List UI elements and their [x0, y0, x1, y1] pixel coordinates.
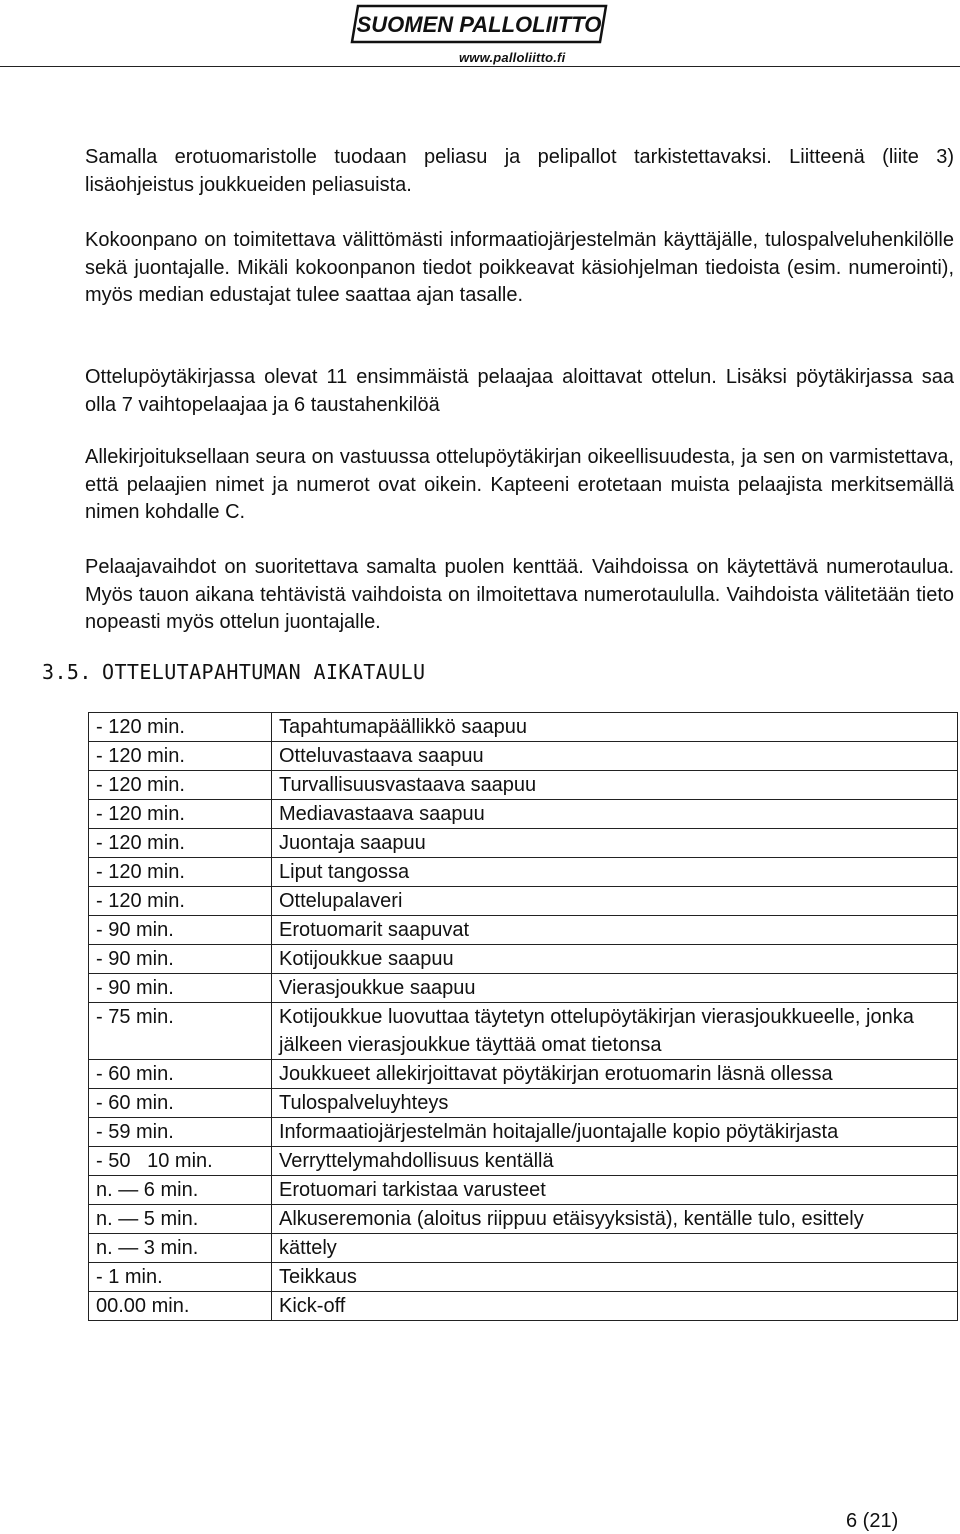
paragraph-peliasu: Samalla erotuomaristolle tuodaan peliasu ja pelipallot tarkistettavaksi. Liitteenä (liite 3) lisäohjeistus joukkueiden peliasuista. — [85, 146, 954, 196]
table-row — [89, 1089, 958, 1118]
schedule-event: Erotuomarit saapuvat — [272, 916, 958, 945]
table-row — [89, 1205, 958, 1234]
schedule-event: Erotuomari tarkistaa varusteet — [272, 1176, 958, 1205]
table-row — [89, 771, 958, 800]
schedule-event: Verryttelymahdollisuus kentällä — [272, 1147, 958, 1176]
table-row — [89, 1234, 958, 1263]
table-row — [89, 945, 958, 974]
schedule-time: - 75 min. — [89, 1003, 272, 1060]
schedule-time: - 60 min. — [89, 1060, 272, 1089]
schedule-event: Kick-off — [272, 1292, 958, 1321]
schedule-event: Mediavastaava saapuu — [272, 800, 958, 829]
table-row — [89, 1147, 958, 1176]
schedule-event: Turvallisuusvastaava saapuu — [272, 771, 958, 800]
table-row — [89, 829, 958, 858]
table-row — [89, 916, 958, 945]
site-url[interactable]: www.palloliitto.fi — [459, 50, 566, 65]
schedule-time: - 90 min. — [89, 945, 272, 974]
paragraph-allekirjoitus: Allekirjoituksellaan seura on vastuussa ottelupöytäkirjan oikeellisuudesta, ja sen on varmistettava, että pelaajien nimet ja numerot ovat oikein. Kapteeni erotetaan muista pelaajista merkitsemällä nimen kohdalle C. — [85, 446, 954, 523]
schedule-event: Otteluvastaava saapuu — [272, 742, 958, 771]
schedule-event: Liput tangossa — [272, 858, 958, 887]
schedule-event: Juontaja saapuu — [272, 829, 958, 858]
schedule-time: n. — 6 min. — [89, 1176, 272, 1205]
schedule-event: Teikkaus — [272, 1263, 958, 1292]
schedule-time: - 90 min. — [89, 974, 272, 1003]
logo-text: SUOMEN PALLOLIITTO — [356, 12, 602, 37]
schedule-event: Ottelupalaveri — [272, 887, 958, 916]
table-row — [89, 800, 958, 829]
table-row — [89, 1176, 958, 1205]
table-row — [89, 1118, 958, 1147]
schedule-time: - 59 min. — [89, 1118, 272, 1147]
schedule-event: Tulospalveluyhteys — [272, 1089, 958, 1118]
paragraph-aloittavat: Ottelupöytäkirjassa olevat 11 ensimmäistä pelaajaa aloittavat ottelun. Lisäksi pöytäkirjassa saa olla 7 vaihtopelaajaa ja 6 taustahenkilöä — [85, 366, 954, 416]
schedule-event: kättely — [272, 1234, 958, 1263]
schedule-time: - 120 min. — [89, 771, 272, 800]
page-header — [0, 0, 960, 67]
schedule-time: - 50 10 min. — [89, 1147, 272, 1176]
palloliitto-logo — [350, 4, 608, 44]
table-row — [89, 1060, 958, 1089]
schedule-event: Alkuseremonia (aloitus riippuu etäisyyksistä), kentälle tulo, esittely — [272, 1205, 958, 1234]
table-row — [89, 974, 958, 1003]
schedule-event: Kotijoukkue saapuu — [272, 945, 958, 974]
table-row — [89, 1263, 958, 1292]
schedule-time: - 90 min. — [89, 916, 272, 945]
table-row — [89, 1003, 958, 1060]
table-row — [89, 858, 958, 887]
schedule-time: - 120 min. — [89, 829, 272, 858]
schedule-table — [88, 712, 958, 1321]
logo-badge-icon — [350, 4, 608, 44]
schedule-event: Vierasjoukkue saapuu — [272, 974, 958, 1003]
paragraph-pelaajavaihdot: Pelaajavaihdot on suoritettava samalta puolen kenttää. Vaihdoissa on käytettävä numerotaulua. Myös tauon aikana tehtävistä vaihdoista on ilmoitettava numerotaululla. Vaihdoista välitetään tieto nopeasti myös ottelun juontajalle. — [85, 556, 954, 633]
schedule-time: - 120 min. — [89, 742, 272, 771]
section-number: 3.5. — [42, 660, 92, 684]
schedule-time: - 120 min. — [89, 800, 272, 829]
schedule-time: n. — 3 min. — [89, 1234, 272, 1263]
schedule-time: 00.00 min. — [89, 1292, 272, 1321]
schedule-time: n. — 5 min. — [89, 1205, 272, 1234]
schedule-time: - 60 min. — [89, 1089, 272, 1118]
schedule-time: - 120 min. — [89, 858, 272, 887]
table-row — [89, 887, 958, 916]
table-row — [89, 742, 958, 771]
page-number: 6 (21) — [846, 1510, 899, 1532]
schedule-time: - 1 min. — [89, 1263, 272, 1292]
section-heading — [42, 660, 425, 684]
schedule-event: Informaatiojärjestelmän hoitajalle/juontajalle kopio pöytäkirjasta — [272, 1118, 958, 1147]
table-row — [89, 1292, 958, 1321]
schedule-event: Tapahtumapäällikkö saapuu — [272, 713, 958, 742]
table-row — [89, 713, 958, 742]
paragraph-kokoonpano: Kokoonpano on toimitettava välittömästi informaatiojärjestelmän käyttäjälle, tulospalveluhenkilölle sekä juontajalle. Mikäli kokoonpanon tiedot poikkeavat käsiohjelman tiedoista (esim. numerointi), myös median edustajat tulee saattaa ajan tasalle. — [85, 229, 954, 306]
schedule-event: Kotijoukkue luovuttaa täytetyn ottelupöytäkirjan vierasjoukkueelle, jonka jälkeen vierasjoukkue täyttää omat tietonsa — [272, 1003, 958, 1060]
section-title: OTTELUTAPAHTUMAN AIKATAULU — [102, 660, 426, 684]
schedule-time: - 120 min. — [89, 887, 272, 916]
schedule-time: - 120 min. — [89, 713, 272, 742]
schedule-event: Joukkueet allekirjoittavat pöytäkirjan erotuomarin läsnä ollessa — [272, 1060, 958, 1089]
